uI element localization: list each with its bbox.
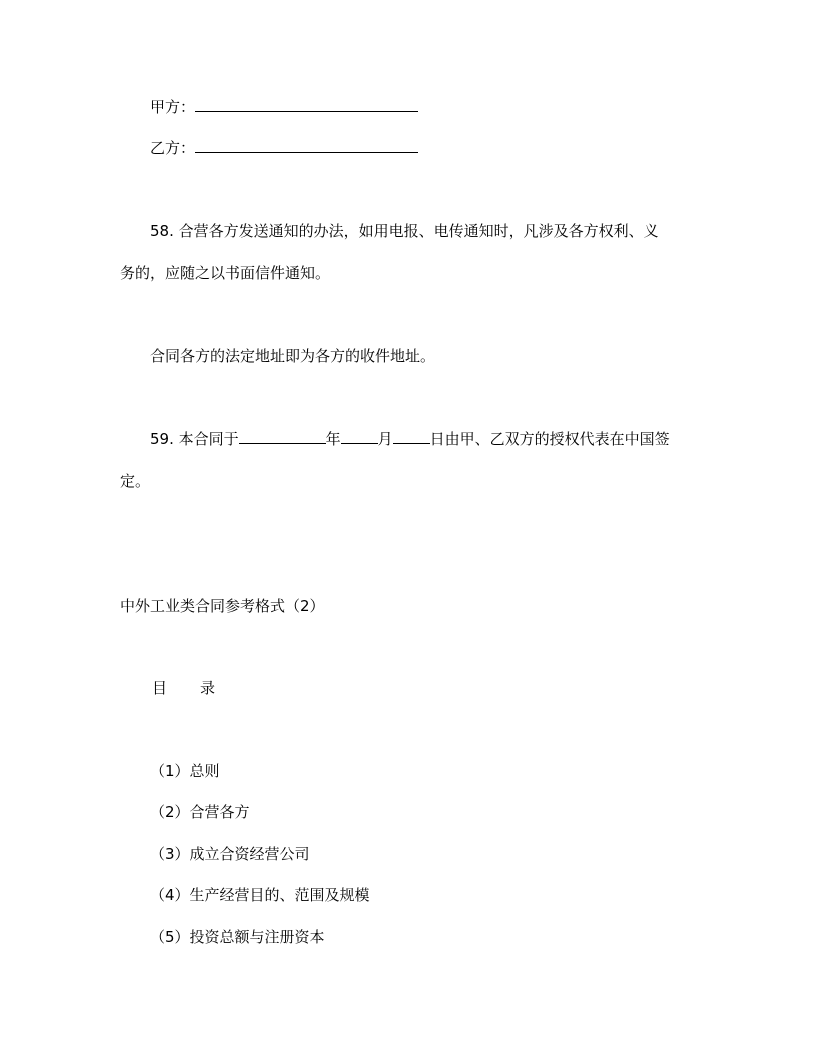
- year-blank: [239, 429, 326, 444]
- clause-58-line-2: 务的，应随之以书面信件通知。: [120, 264, 331, 282]
- month-label: 月: [377, 430, 393, 448]
- clause-59-prefix: 59. 本合同于: [150, 430, 239, 448]
- clause-58-line-1: 58. 合营各方发送通知的办法，如用电报、电传通知时，凡涉及各方权利、义: [150, 222, 659, 240]
- party-a-signature-line: [150, 97, 418, 117]
- toc-item: （4）生产经营目的、范围及规模: [150, 886, 370, 904]
- clause-59-suffix: 日由甲、乙双方的授权代表在中国签: [429, 430, 670, 448]
- day-blank: [393, 429, 430, 444]
- doc-title: 中外工业类合同参考格式（2）: [120, 597, 325, 615]
- toc-item: （2）合营各方: [150, 803, 250, 821]
- month-blank: [341, 429, 378, 444]
- toc-heading-left: 目: [152, 679, 168, 697]
- year-label: 年: [325, 430, 341, 448]
- party-a-label: 甲方：: [150, 98, 196, 116]
- toc-item: （1）总则: [150, 762, 220, 780]
- toc-item: （5）投资总额与注册资本: [150, 928, 325, 946]
- party-a-signature-blank: [195, 97, 418, 112]
- toc-heading-right: 录: [200, 679, 216, 697]
- address-paragraph: 合同各方的法定地址即为各方的收件地址。: [150, 347, 436, 365]
- party-b-signature-line: [150, 138, 418, 158]
- party-b-label: 乙方：: [150, 139, 196, 157]
- toc-item: （3）成立合资经营公司: [150, 845, 310, 863]
- clause-59-line-1: [150, 429, 670, 449]
- clause-59-line-2: 定。: [120, 472, 151, 490]
- party-b-signature-blank: [195, 138, 418, 153]
